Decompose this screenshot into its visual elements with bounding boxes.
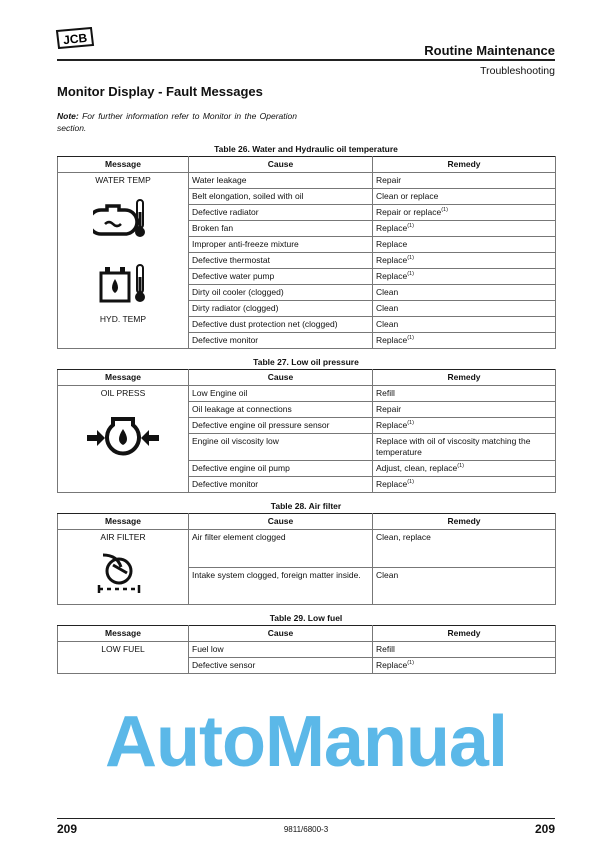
- cause-cell: Defective radiator: [189, 205, 373, 221]
- header-message: Message: [58, 157, 189, 173]
- remedy-cell: [373, 333, 556, 349]
- cause-cell: Defective monitor: [189, 477, 373, 493]
- footnote-ref: (1): [407, 479, 414, 486]
- remedy-cell: [373, 402, 556, 418]
- header-remedy: Remedy: [373, 157, 556, 173]
- footnote-ref: (1): [407, 335, 414, 342]
- remedy-cell: [373, 237, 556, 253]
- fault-table: [57, 156, 556, 349]
- remedy-cell: [373, 253, 556, 269]
- message-label: AIR FILTER: [100, 532, 146, 542]
- remedy-text: Repair: [376, 404, 402, 414]
- footnote-ref: (1): [457, 463, 465, 470]
- remedy-text: Clean: [376, 303, 399, 313]
- header-cause: Cause: [189, 157, 373, 173]
- remedy-cell: [373, 189, 556, 205]
- message-label: LOW FUEL: [101, 644, 145, 654]
- remedy-text: Adjust, clean, replace: [376, 463, 458, 473]
- svg-text:JCB: JCB: [62, 30, 88, 48]
- cause-cell: Defective engine oil pressure sensor: [189, 418, 373, 434]
- message-label: WATER TEMP: [95, 175, 151, 185]
- remedy-cell: [373, 530, 556, 568]
- message-cell: [58, 386, 189, 493]
- remedy-cell: [373, 477, 556, 493]
- footnote-ref: (1): [407, 255, 414, 262]
- cause-cell: Defective monitor: [189, 333, 373, 349]
- header-remedy: Remedy: [373, 370, 556, 386]
- remedy-cell: [373, 269, 556, 285]
- header-divider: [57, 59, 555, 61]
- cause-cell: Belt elongation, soiled with oil: [189, 189, 373, 205]
- oil-pressure-icon: [61, 413, 185, 466]
- table-caption: Table 28. Air filter: [270, 501, 342, 511]
- remedy-text: Clean: [376, 287, 399, 297]
- header-message: Message: [58, 514, 189, 530]
- cause-cell: Broken fan: [189, 221, 373, 237]
- footnote-ref: (1): [407, 660, 414, 667]
- page-number-left: 209: [57, 822, 78, 836]
- remedy-text: Replace: [376, 239, 408, 249]
- table-row: [58, 530, 556, 568]
- cause-cell: Defective sensor: [189, 658, 373, 674]
- remedy-text: Clean or replace: [376, 191, 439, 201]
- header-remedy: Remedy: [373, 626, 556, 642]
- remedy-cell: [373, 285, 556, 301]
- jcb-logo: [55, 27, 95, 49]
- footnote-ref: (1): [407, 223, 414, 230]
- remedy-text: Clean, replace: [376, 532, 431, 542]
- cause-cell: Fuel low: [189, 642, 373, 658]
- footnote-ref: (1): [407, 271, 414, 278]
- cause-cell: Dirty oil cooler (clogged): [189, 285, 373, 301]
- table-row: [58, 386, 556, 402]
- remedy-text: Repair or replace: [376, 207, 442, 217]
- remedy-cell: [373, 658, 556, 674]
- table-header-row: [58, 157, 556, 173]
- header-remedy: Remedy: [373, 514, 556, 530]
- remedy-text: Replace: [376, 479, 408, 489]
- header-message: Message: [58, 626, 189, 642]
- remedy-text: Clean: [376, 319, 399, 329]
- cause-cell: Oil leakage at connections: [189, 402, 373, 418]
- remedy-text: Replace: [376, 271, 408, 281]
- message-label: HYD. TEMP: [99, 314, 147, 324]
- remedy-text: Repair: [376, 175, 402, 185]
- footer-divider: [57, 818, 555, 819]
- note-label: Note:: [57, 111, 79, 121]
- cause-cell: Defective engine oil pump: [189, 461, 373, 477]
- note-text: For further information refer to Monitor in the Operation section.: [57, 111, 297, 133]
- cause-cell: Defective dust protection net (clogged): [189, 317, 373, 333]
- remedy-text: Replace: [376, 255, 408, 265]
- remedy-cell: [373, 205, 556, 221]
- cause-cell: Air filter element clogged: [189, 530, 373, 568]
- water-temperature-icon: [61, 196, 185, 243]
- fault-table: [57, 513, 556, 605]
- message-cell: [58, 642, 189, 674]
- table-row: [58, 642, 556, 658]
- section-title: Routine Maintenance: [424, 43, 555, 58]
- document-code: 9811/6800-3: [283, 825, 329, 834]
- header-message: Message: [58, 370, 189, 386]
- header-cause: Cause: [189, 370, 373, 386]
- cause-cell: Improper anti-freeze mixture: [189, 237, 373, 253]
- table-row: [58, 173, 556, 189]
- fault-table: [57, 369, 556, 493]
- message-label: OIL PRESS: [100, 388, 146, 398]
- remedy-cell: [373, 567, 556, 605]
- table-header-row: [58, 370, 556, 386]
- table-caption: Table 29. Low fuel: [269, 613, 343, 623]
- remedy-cell: [373, 301, 556, 317]
- remedy-text: Refill: [376, 388, 395, 398]
- table-caption: Table 27. Low oil pressure: [253, 357, 359, 367]
- table-header-row: [58, 626, 556, 642]
- remedy-cell: [373, 173, 556, 189]
- subsection-title: Troubleshooting: [480, 65, 555, 77]
- remedy-cell: [373, 221, 556, 237]
- remedy-text: Replace with oil of viscosity matching the temperature: [376, 436, 531, 457]
- cause-cell: Dirty radiator (clogged): [189, 301, 373, 317]
- fault-tables: [57, 144, 555, 674]
- fault-table: [57, 625, 556, 674]
- remedy-cell: [373, 461, 556, 477]
- header-cause: Cause: [189, 626, 373, 642]
- page-number-right: 209: [534, 822, 555, 836]
- header-cause: Cause: [189, 514, 373, 530]
- remedy-cell: [373, 434, 556, 461]
- air-filter-icon: [61, 549, 185, 602]
- table-caption: Table 26. Water and Hydraulic oil temperature: [214, 144, 398, 154]
- remedy-cell: [373, 386, 556, 402]
- remedy-text: Replace: [376, 660, 408, 670]
- page-title: Monitor Display - Fault Messages: [57, 84, 263, 99]
- cause-cell: Low Engine oil: [189, 386, 373, 402]
- cause-cell: Water leakage: [189, 173, 373, 189]
- cause-cell: Intake system clogged, foreign matter inside.: [189, 567, 373, 605]
- remedy-cell: [373, 642, 556, 658]
- footnote-ref: (1): [407, 420, 414, 427]
- table-header-row: [58, 514, 556, 530]
- cause-cell: Defective thermostat: [189, 253, 373, 269]
- cause-cell: Defective water pump: [189, 269, 373, 285]
- remedy-cell: [373, 317, 556, 333]
- remedy-text: Clean: [376, 569, 399, 580]
- hydraulic-oil-temperature-icon: [61, 261, 185, 308]
- message-cell: [58, 173, 189, 349]
- note: [57, 110, 297, 134]
- remedy-text: Replace: [376, 223, 408, 233]
- remedy-text: Replace: [376, 335, 408, 345]
- footnote-ref: (1): [441, 207, 448, 214]
- message-cell: [58, 530, 189, 605]
- remedy-text: Refill: [376, 644, 395, 654]
- remedy-cell: [373, 418, 556, 434]
- remedy-text: Replace: [376, 420, 408, 430]
- cause-cell: Engine oil viscosity low: [189, 434, 373, 461]
- watermark: AutoManual: [105, 702, 507, 782]
